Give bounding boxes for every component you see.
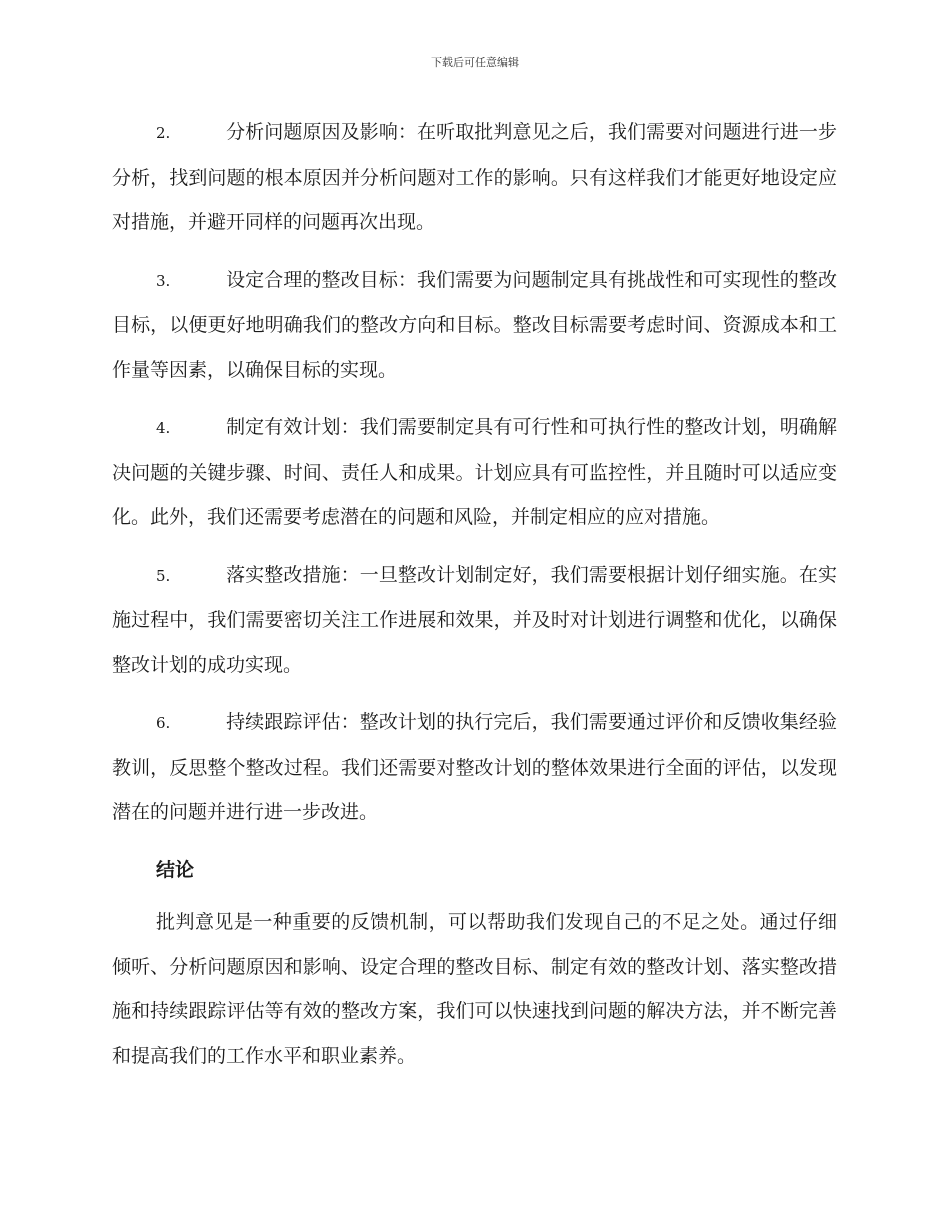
list-item-text: 制定有效计划：我们需要制定具有可行性和可执行性的整改计划，明确解决问题的关键步骤、时间、责任人和成果。计划应具有可监控性，并且随时可以适应变化。此外，我们还需要考虑潜在的问题和风险，并制定相应的应对措施。: [112, 416, 837, 528]
document-body: [112, 110, 837, 1078]
list-item-3: [112, 258, 837, 393]
list-number: 2.: [156, 124, 171, 142]
list-number: 5.: [156, 566, 171, 585]
list-item-text: 持续跟踪评估：整改计划的执行完后，我们需要通过评价和反馈收集经验教训，反思整个整改过程。我们还需要对整改计划的整体效果进行全面的评估，以发现潜在的问题并进行进一步改进。: [112, 711, 837, 823]
list-number: 3.: [156, 271, 171, 290]
list-item-5: [112, 553, 837, 688]
conclusion-paragraph: 批判意见是一种重要的反馈机制，可以帮助我们发现自己的不足之处。通过仔细倾听、分析问题原因和影响、设定合理的整改目标、制定有效的整改计划、落实整改措施和持续跟踪评估等有效的整改方案，我们可以快速找到问题的解决方法，并不断完善和提高我们的工作水平和职业素养。: [112, 911, 837, 1067]
list-item-text: 设定合理的整改目标：我们需要为问题制定具有挑战性和可实现性的整改目标，以便更好地明确我们的整改方向和目标。整改目标需要考虑时间、资源成本和工作量等因素，以确保目标的实现。: [112, 268, 837, 381]
list-item-text: 分析问题原因及影响：在听取批判意见之后，我们需要对问题进行进一步分析，找到问题的根本原因并分析问题对工作的影响。只有这样我们才能更好地设定应对措施，并避开同样的问题再次出现。: [112, 121, 837, 233]
list-item-4: [112, 405, 837, 540]
list-number: 4.: [156, 419, 171, 437]
list-item-2: [112, 110, 837, 245]
page-header: 下载后可任意编辑: [431, 56, 519, 69]
list-item-6: [112, 700, 837, 835]
list-number: 6.: [156, 714, 171, 732]
conclusion-heading: 结论: [156, 858, 195, 881]
list-item-text: 落实整改措施：一旦整改计划制定好，我们需要根据计划仔细实施。在实施过程中，我们需要密切关注工作进展和效果，并及时对计划进行调整和优化，以确保整改计划的成功实现。: [112, 563, 837, 676]
